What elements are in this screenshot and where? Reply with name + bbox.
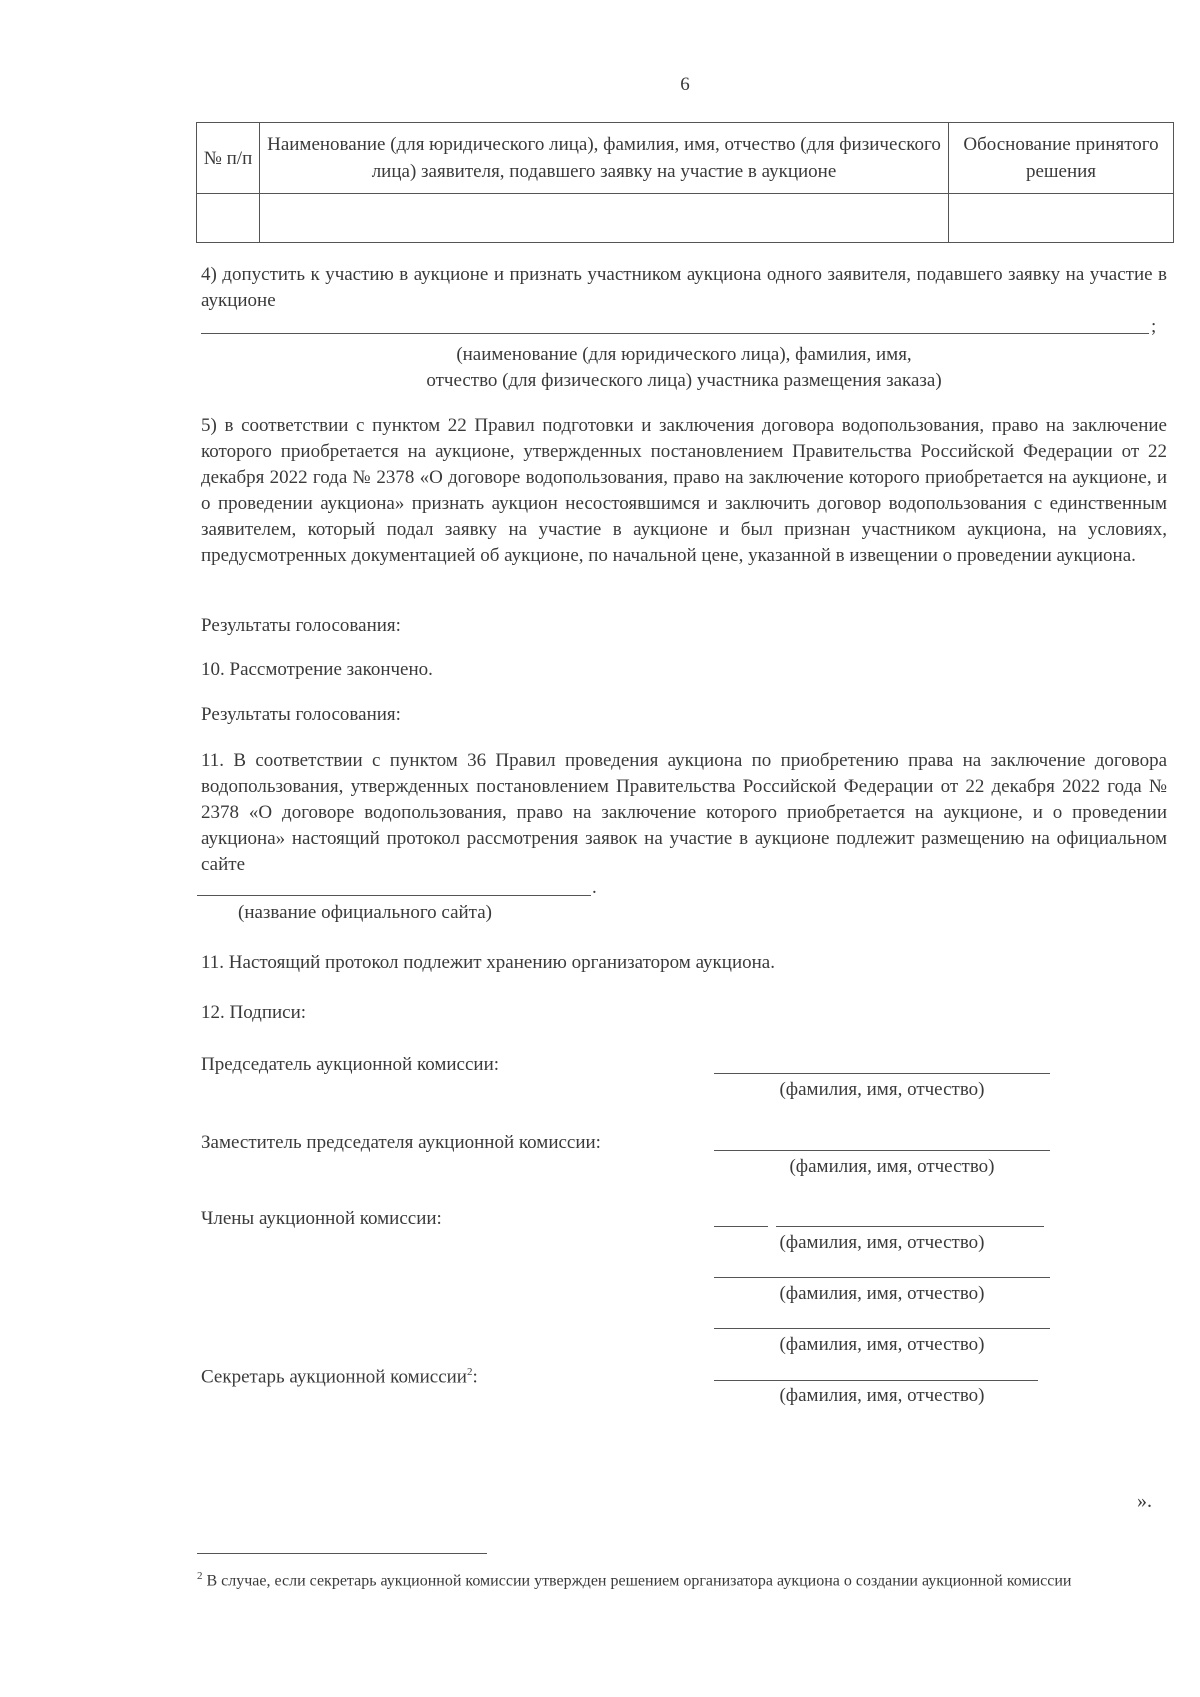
chairman-label: Председатель аукционной комиссии: <box>201 1054 500 1075</box>
item-5-text: 5) в соответствии с пунктом 22 Правил подготовки и заключения договора водопользования, право на заключение которого приобретается на аукционе, утвержденных постановлением Правительства Российской Федерации от 22 декабря 2022 года № 2378 «О договоре водопользования, право на заключение которого приобретается на аукционе, и о проведении аукциона» признать аукцион несостоявшимся и заключить договор водопользования с единственным заявителем, который подал заявку на участие в аукционе и был признан участником аукциона, на условиях, предусмотренных документацией об аукционе, по начальной цене, указанной в извещении о проведении аукциона. <box>201 415 1167 566</box>
secretary-footnote-mark: 2 <box>466 1366 473 1378</box>
member-caption-1: (фамилия, имя, отчество) <box>779 1232 985 1253</box>
members-label: Члены аукционной комиссии: <box>201 1208 442 1229</box>
item-11-storage-text: 11. Настоящий протокол подлежит хранению организатором аукциона. <box>201 952 775 973</box>
secretary-label <box>201 1359 478 1390</box>
secretary-colon: : <box>472 1366 478 1388</box>
item-12-text: 12. Подписи: <box>201 1002 307 1023</box>
footnote-mark: 2 <box>197 1570 203 1582</box>
table-cell <box>949 194 1174 243</box>
table-header-applicant: Наименование (для юридического лица), фамилия, имя, отчество (для физического лица) заявителя, подавшего заявку на участие в аукционе <box>260 123 949 194</box>
item-11-text: 11. В соответствии с пунктом 36 Правил проведения аукциона по приобретению права на заключение договора водопользования, утвержденных постановлением Правительства Российской Федерации от 22 декабря 2022 года № 2378 «О договоре водопользования, право на заключение которого приобретается на аукционе, и о проведении аукциона» настоящий протокол рассмотрения заявок на участие в аукционе подлежит размещению на официальном сайте <box>201 750 1167 875</box>
table-header-reason: Обоснование принятого решения <box>949 123 1174 194</box>
member-signature-line-short <box>714 1226 768 1227</box>
member-signature-line <box>776 1226 1044 1227</box>
participant-caption-line2: отчество (для физического лица) участника размещения заказа) <box>426 370 942 391</box>
deputy-label: Заместитель председателя аукционной комиссии: <box>201 1132 601 1153</box>
member-caption-2: (фамилия, имя, отчество) <box>779 1283 985 1304</box>
page-number: 6 <box>680 74 690 95</box>
participant-caption-line1: (наименование (для юридического лица), фамилия, имя, <box>456 344 912 365</box>
footnote-text: В случае, если секретарь аукционной комиссии утвержден решением организатора аукциона о создании аукционной комиссии <box>202 1572 1072 1590</box>
table-cell <box>260 194 949 243</box>
participant-line-end: ; <box>1151 316 1157 337</box>
deputy-signature-line <box>714 1150 1050 1151</box>
table-cell <box>197 194 260 243</box>
member-signature-line-2 <box>714 1277 1050 1278</box>
site-line-end: . <box>592 877 597 898</box>
site-caption: (название официального сайта) <box>238 902 492 923</box>
member-caption-3: (фамилия, имя, отчество) <box>779 1334 985 1355</box>
footnote <box>197 1565 1167 1592</box>
member-signature-line-3 <box>714 1328 1050 1329</box>
item-4-text: 4) допустить к участию в аукционе и признать участником аукциона одного заявителя, подавшего заявку на участие в аукционе <box>201 264 1167 311</box>
voting-results-2: Результаты голосования: <box>201 704 401 725</box>
deputy-caption: (фамилия, имя, отчество) <box>789 1156 995 1177</box>
secretary-signature-line <box>714 1380 1038 1381</box>
table-row <box>197 194 1174 243</box>
applications-table <box>196 122 1174 243</box>
item-10-text: 10. Рассмотрение закончено. <box>201 659 433 680</box>
secretary-caption: (фамилия, имя, отчество) <box>779 1385 985 1406</box>
footnote-separator <box>197 1553 487 1554</box>
closing-quote: ». <box>1137 1490 1152 1512</box>
chairman-signature-line <box>714 1073 1050 1074</box>
table-header-number: № п/п <box>197 123 260 194</box>
secretary-label-text: Секретарь аукционной комиссии <box>201 1366 467 1388</box>
table-header-row <box>197 123 1174 194</box>
participant-blank-line <box>201 333 1149 334</box>
chairman-caption: (фамилия, имя, отчество) <box>779 1079 985 1100</box>
voting-results-1: Результаты голосования: <box>201 615 401 636</box>
site-blank-line <box>197 895 591 896</box>
